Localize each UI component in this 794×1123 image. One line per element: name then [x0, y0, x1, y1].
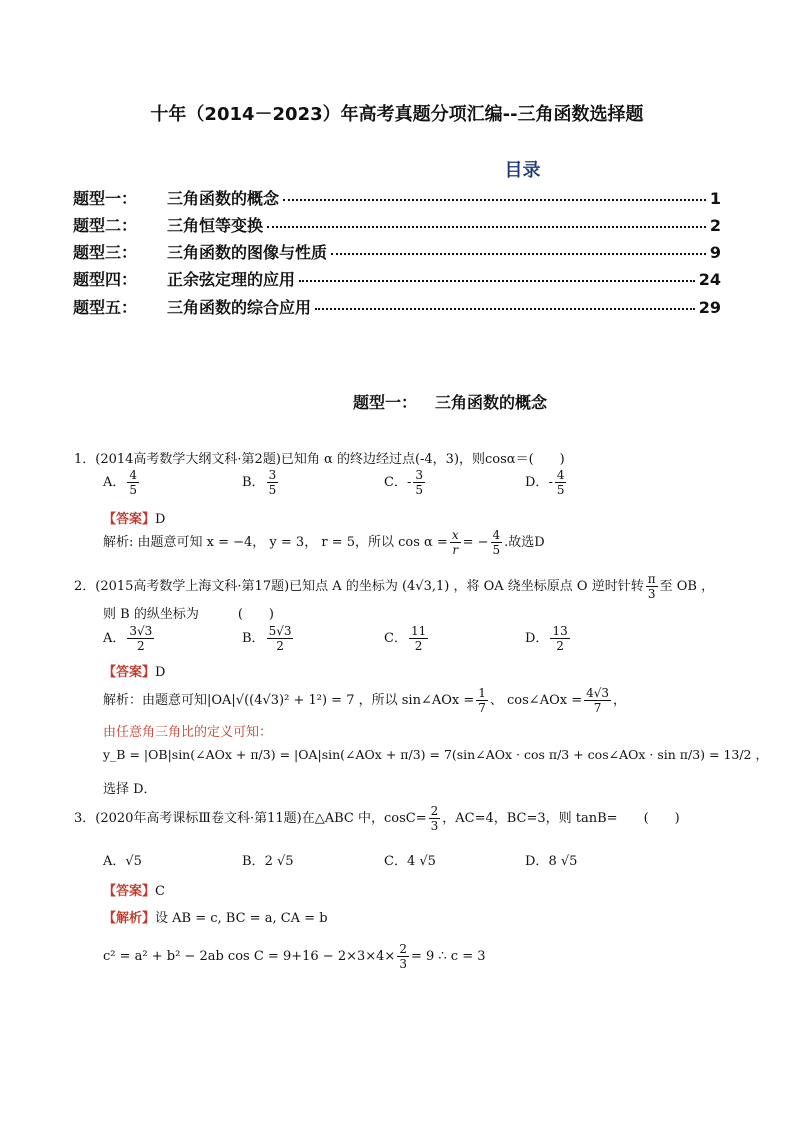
q3-option-c: C．4 √5 — [384, 854, 436, 869]
toc-item-4[interactable] — [73, 267, 721, 291]
q1-option-d: D．- $\frac{4}{5}$ — [525, 468, 565, 497]
toc-item-page: 9 — [709, 243, 721, 262]
toc-leader-dots — [283, 199, 706, 201]
q1-answer: 【答案】D — [103, 512, 166, 527]
toc-heading: 目录 — [504, 160, 541, 181]
question-2-stem-line2: 则 B 的纵坐标为 ( ) — [103, 607, 274, 622]
question-3-stem: 3．(2020年高考课标Ⅲ卷文科·第11题)在△ABC 中，cosC= $\frac{2}{3}$ ，AC=4，BC=3，则 tanB= ( ) — [74, 804, 680, 833]
q2-answer: 【答案】D — [103, 665, 166, 680]
q2-option-d: D． $\frac{13}{2}$ — [525, 624, 568, 653]
toc-item-title: 三角函数的概念 — [167, 189, 280, 208]
q2-solution-line3: y_B = |OB|sin(∠AOx + π/3) = |OA|sin(∠AOx + π/3) = 7(sin∠AOx · cos π/3 + cos∠AOx · sin π/3) = 13/2 ， — [103, 747, 768, 762]
q3-option-b: B．2 √5 — [242, 854, 294, 869]
q1-option-b: B． $\frac{3}{5}$ — [242, 468, 277, 497]
q1-option-c: C．- $\frac{3}{5}$ — [384, 468, 423, 497]
toc-item-2[interactable] — [73, 213, 721, 237]
toc-item-page: 2 — [709, 216, 721, 235]
q2-option-a: A． $\frac{3√3}{2}$ — [103, 624, 153, 653]
q3-answer: 【答案】C — [103, 884, 165, 899]
toc-item-3[interactable] — [73, 240, 721, 264]
toc-item-label: 题型四： — [73, 270, 138, 289]
toc-leader-dots — [315, 308, 695, 310]
toc-item-page: 24 — [698, 270, 721, 289]
q2-option-b: B． $\frac{5√3}{2}$ — [242, 624, 292, 653]
q1-option-a: A． $\frac{4}{5}$ — [103, 468, 138, 497]
section-title: 三角函数的概念 — [435, 393, 548, 412]
toc-item-label: 题型三： — [73, 243, 138, 262]
question-2-stem: 2．(2015高考数学上海文科·第17题)已知点 A 的坐标为 (4√3,1) ，将 OA 绕坐标原点 O 逆时针转 $\frac{\pi}{3}$ 至 OB ， — [74, 572, 715, 601]
toc-item-title: 三角函数的图像与性质 — [167, 243, 328, 262]
document-title: 十年（2014－2023）年高考真题分项汇编--三角函数选择题 — [150, 104, 644, 125]
section-label: 题型一： — [353, 393, 418, 412]
q3-analysis: 【解析】设 AB = c, BC = a, CA = b — [103, 911, 328, 926]
q3-option-d: D．8 √5 — [525, 854, 578, 869]
toc-leader-dots — [331, 253, 706, 255]
toc-leader-dots — [267, 226, 706, 228]
toc-item-label: 题型五： — [73, 298, 138, 317]
q2-option-c: C． $\frac{11}{2}$ — [384, 624, 427, 653]
toc-item-title: 正余弦定理的应用 — [167, 270, 296, 289]
toc-item-page: 1 — [709, 189, 721, 208]
toc-item-page: 29 — [698, 298, 721, 317]
q2-solution-line1: 解析：由题意可知|OA|√((4√3)² + 1²) = 7 ，所以 sin∠AOx = $\frac{1}{7}$ 、 cos∠AOx = $\frac{4√3}{7}$ ， — [103, 686, 627, 715]
section-heading — [353, 390, 565, 413]
q1-solution: 解析: 由题意可知 x = −4， y = 3， r = 5，所以 cos α = $\frac{x}{r}$ = − $\frac{4}{5}$ .故选D — [103, 528, 545, 557]
toc-item-title: 三角恒等变换 — [167, 216, 264, 235]
toc-leader-dots — [299, 280, 695, 282]
q3-solution-line2: c² = a² + b² − 2ab cos C = 9+16 − 2×3×4× $\frac{2}{3}$ = 9 ∴ c = 3 — [103, 942, 486, 971]
toc-item-title: 三角函数的综合应用 — [167, 298, 312, 317]
toc-item-5[interactable] — [73, 295, 721, 319]
q2-solution-line2: 由任意角三角比的定义可知： — [103, 725, 273, 740]
toc-item-label: 题型一： — [73, 189, 138, 208]
toc-item-label: 题型二： — [73, 216, 138, 235]
q3-option-a: A．√5 — [103, 854, 142, 869]
toc-item-1[interactable] — [73, 186, 721, 210]
question-1-stem: 1．(2014高考数学大纲文科·第2题)已知角 α 的终边经过点(-4，3)，则cosα＝( ) — [74, 452, 565, 467]
q2-solution-line4: 选择 D． — [103, 782, 157, 797]
